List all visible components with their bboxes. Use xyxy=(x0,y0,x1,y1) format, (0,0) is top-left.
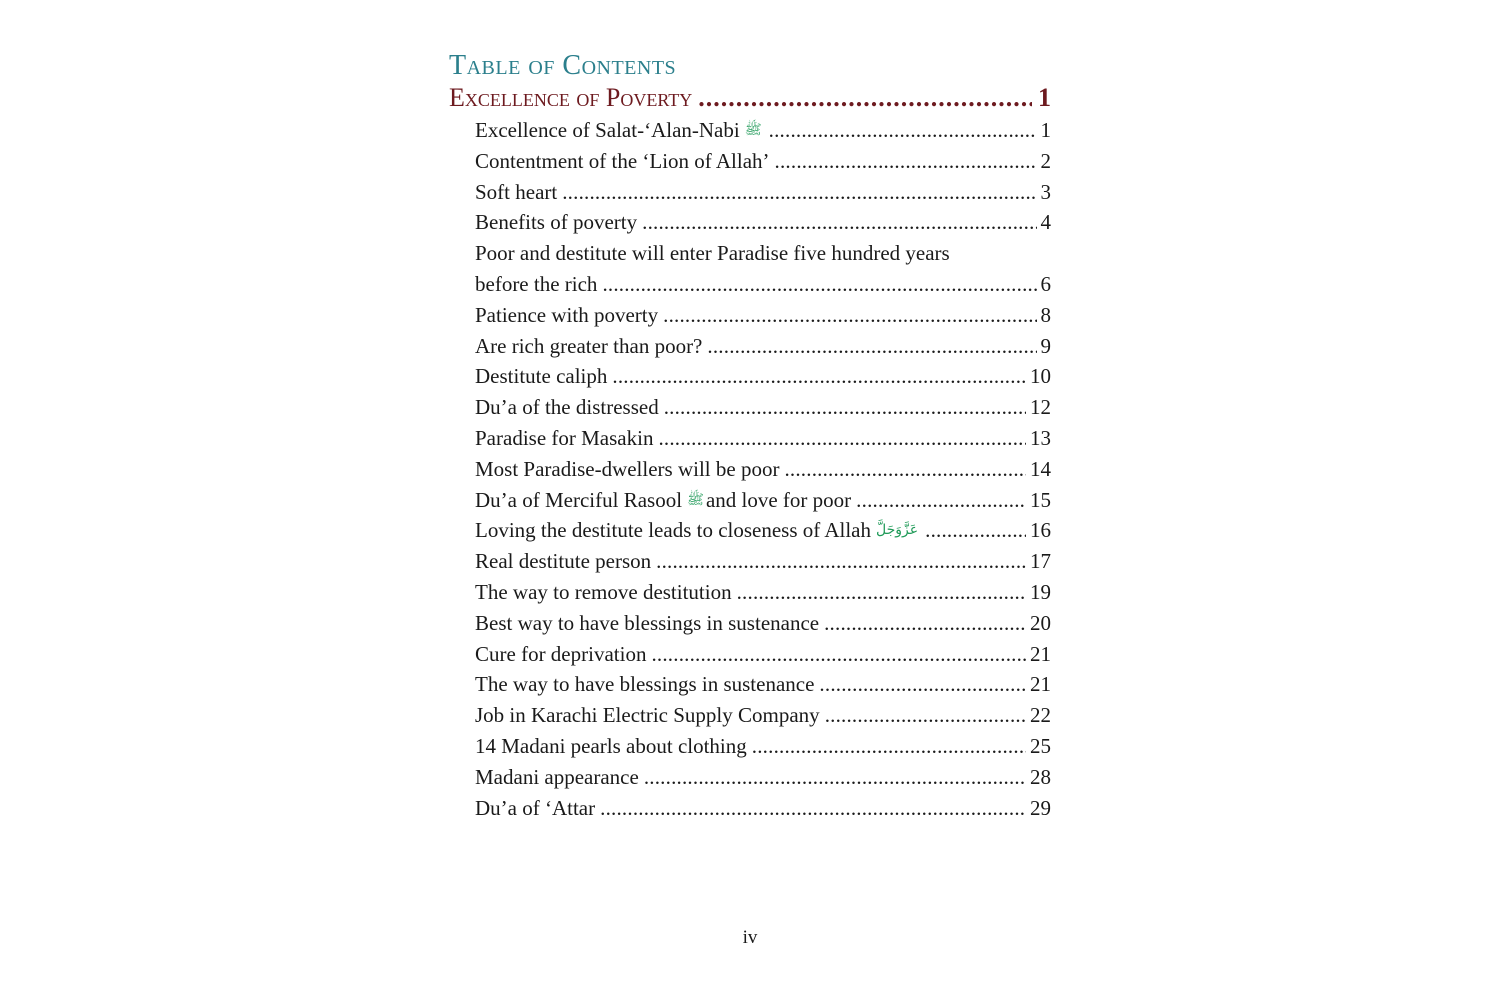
chapter-title: Excellence of Poverty xyxy=(449,83,693,112)
dot-leader xyxy=(769,115,1037,146)
dot-leader xyxy=(658,423,1026,454)
honorific-calligraphy: ﷺ xyxy=(744,122,762,138)
toc-entry[interactable] xyxy=(475,392,1051,423)
table-of-contents xyxy=(449,50,1051,823)
dot-leader xyxy=(602,269,1036,300)
toc-entry-page: 28 xyxy=(1030,764,1051,789)
toc-entry-label: Paradise for Masakin xyxy=(475,425,654,450)
toc-entry-page: 21 xyxy=(1030,672,1051,697)
toc-entry-page: 20 xyxy=(1030,610,1051,635)
toc-entry[interactable] xyxy=(475,454,1051,485)
dot-leader xyxy=(644,762,1026,793)
dot-leader xyxy=(562,177,1036,208)
toc-entry[interactable] xyxy=(475,793,1051,824)
toc-entry-page: 13 xyxy=(1030,425,1051,450)
toc-entry-page: 16 xyxy=(1030,518,1051,543)
toc-entry[interactable] xyxy=(475,700,1051,731)
dot-leader xyxy=(819,669,1026,700)
toc-entry[interactable] xyxy=(475,608,1051,639)
toc-entry-label: Excellence of Salat-‘Alan-Nabi ﷺ xyxy=(475,115,764,146)
dot-leader xyxy=(824,608,1026,639)
page-number: iv xyxy=(742,927,758,948)
dot-leader xyxy=(784,454,1026,485)
toc-entry-label: Contentment of the ‘Lion of Allah’ xyxy=(475,148,770,173)
dot-leader xyxy=(663,300,1036,331)
toc-entry-page: 22 xyxy=(1030,703,1051,728)
toc-entry-label: Soft heart xyxy=(475,179,558,204)
toc-entry-page: 8 xyxy=(1040,302,1051,327)
toc-chapter-heading[interactable] xyxy=(449,82,1051,114)
toc-entry-page: 19 xyxy=(1030,579,1051,604)
dot-leader xyxy=(642,207,1036,238)
toc-entry[interactable] xyxy=(475,577,1051,608)
toc-entry-label: Patience with poverty xyxy=(475,302,659,327)
toc-entry-label: 14 Madani pearls about clothing xyxy=(475,733,747,758)
dot-leader xyxy=(698,82,1032,114)
dot-leader xyxy=(600,793,1026,824)
toc-entry-page: 14 xyxy=(1030,456,1051,481)
dot-leader xyxy=(752,731,1026,762)
toc-entry-page: 6 xyxy=(1040,271,1051,296)
toc-entry-page: 12 xyxy=(1030,395,1051,420)
toc-entry-label: before the rich xyxy=(475,271,598,296)
toc-entry-label: Madani appearance xyxy=(475,764,639,789)
toc-entry[interactable] xyxy=(475,115,1051,146)
toc-entry-page: 2 xyxy=(1040,148,1051,173)
dot-leader xyxy=(612,361,1026,392)
toc-entry-page: 10 xyxy=(1030,364,1051,389)
dot-leader xyxy=(825,700,1026,731)
toc-entry-page: 9 xyxy=(1040,333,1051,358)
dot-leader xyxy=(775,146,1037,177)
toc-entry-page: 3 xyxy=(1040,179,1051,204)
toc-entry[interactable] xyxy=(475,361,1051,392)
dot-leader xyxy=(707,331,1036,362)
toc-entry-label: Destitute caliph xyxy=(475,364,608,389)
honorific-calligraphy: ﷺ xyxy=(687,491,704,508)
toc-entry-label: Real destitute person xyxy=(475,549,652,574)
toc-entry-first-line[interactable] xyxy=(475,238,1051,269)
toc-entry-label: The way to remove destitution xyxy=(475,579,732,604)
toc-entry[interactable] xyxy=(475,639,1051,670)
dot-leader xyxy=(737,577,1026,608)
toc-entry-page: 25 xyxy=(1030,733,1051,758)
toc-entry-page: 4 xyxy=(1040,210,1051,235)
toc-entry-label: Job in Karachi Electric Supply Company xyxy=(475,703,820,728)
toc-entry[interactable] xyxy=(475,669,1051,700)
toc-entry-label: Benefits of poverty xyxy=(475,210,638,235)
toc-entry-label: Best way to have blessings in sustenance xyxy=(475,610,820,635)
dot-leader xyxy=(856,485,1026,516)
toc-entry-page: 29 xyxy=(1030,795,1051,820)
toc-title: Table of Contents xyxy=(449,50,677,81)
honorific-calligraphy: عَزَّوَجَلَّ xyxy=(876,522,919,539)
toc-entry[interactable] xyxy=(475,300,1051,331)
toc-entry[interactable] xyxy=(475,515,1051,546)
toc-entry-page: 15 xyxy=(1030,487,1051,512)
toc-entry[interactable] xyxy=(475,546,1051,577)
dot-leader xyxy=(651,639,1026,670)
toc-entry-page: 17 xyxy=(1030,549,1051,574)
toc-entry[interactable] xyxy=(475,731,1051,762)
dot-leader xyxy=(925,515,1026,546)
toc-entry-label: Loving the destitute leads to closeness of Allah عَزَّوَجَلَّ xyxy=(475,515,920,546)
toc-entry[interactable] xyxy=(475,269,1051,300)
dot-leader xyxy=(656,546,1026,577)
toc-entry[interactable] xyxy=(475,331,1051,362)
toc-entry-page: 21 xyxy=(1030,641,1051,666)
toc-entry[interactable] xyxy=(475,762,1051,793)
toc-entry-label: Are rich greater than poor? xyxy=(475,333,703,358)
toc-entry[interactable] xyxy=(475,423,1051,454)
toc-entry-label: Poor and destitute will enter Paradise five hundred years xyxy=(475,241,950,266)
toc-entry[interactable] xyxy=(475,177,1051,208)
chapter-page-number: 1 xyxy=(1038,83,1051,112)
toc-entry[interactable] xyxy=(475,146,1051,177)
toc-entry-label: Cure for deprivation xyxy=(475,641,647,666)
toc-entry-label: Du’a of the distressed xyxy=(475,395,659,420)
toc-entries xyxy=(449,115,1051,823)
toc-entry[interactable] xyxy=(475,485,1051,516)
toc-entry-label: Most Paradise-dwellers will be poor xyxy=(475,456,780,481)
toc-entry-label: The way to have blessings in sustenance xyxy=(475,672,815,697)
dot-leader xyxy=(664,392,1026,423)
toc-entry-page: 1 xyxy=(1040,118,1051,142)
toc-entry-label: Du’a of ‘Attar xyxy=(475,795,596,820)
toc-entry[interactable] xyxy=(475,207,1051,238)
toc-entry-label: Du’a of Merciful Rasool ﷺand love for poor xyxy=(475,485,851,516)
